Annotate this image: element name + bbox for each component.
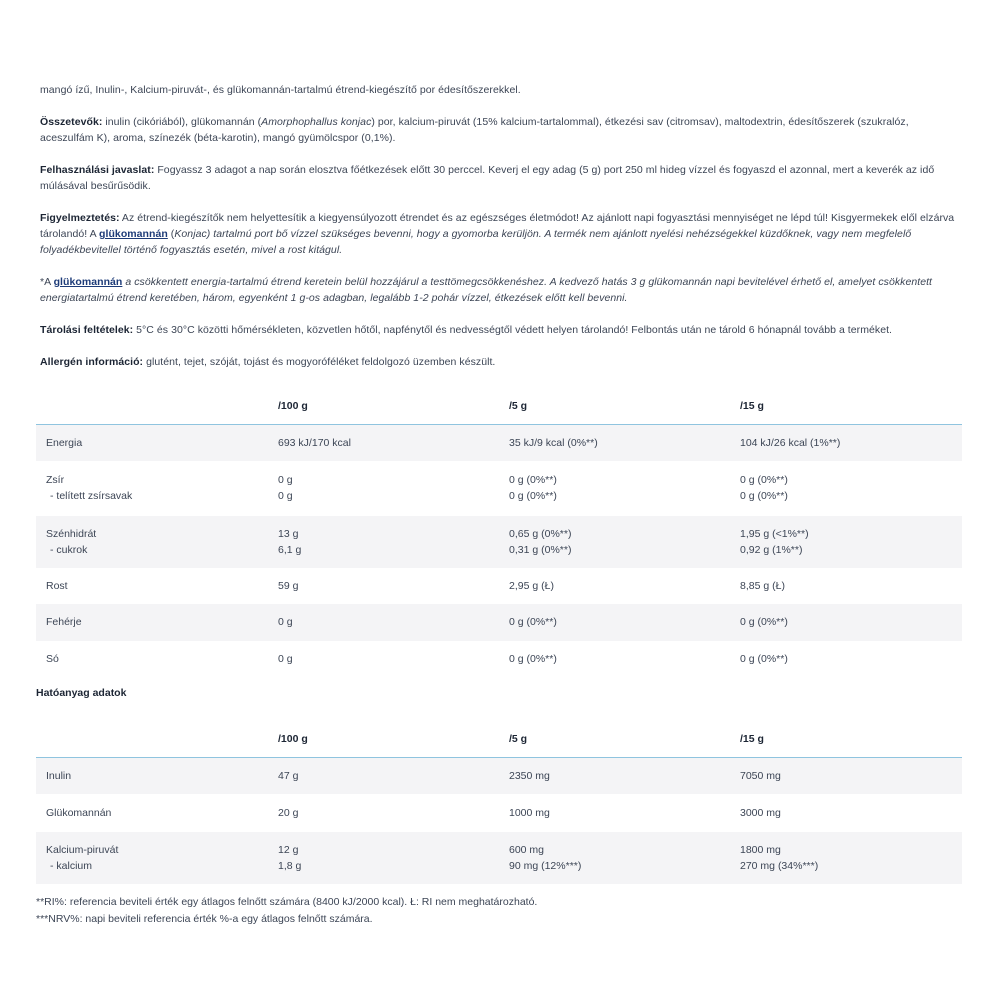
value-100g: 693 kJ/170 kcal (278, 436, 351, 449)
value-15g: 1,95 g (<1%**) (740, 527, 809, 540)
row-subname: - kalcium (50, 859, 93, 872)
value-15g-sub: 0,92 g (1%**) (740, 543, 803, 556)
value-100g: 59 g (278, 579, 299, 592)
ingredients-text-1: inulin (cikóriából), glükomannán ( (102, 116, 262, 128)
value-15g-sub: 270 mg (34%***) (740, 859, 819, 872)
storage-label: Tárolási feltételek: (40, 324, 134, 336)
table-row (36, 461, 962, 516)
row-name: Rost (46, 579, 68, 592)
value-5g: 0,65 g (0%**) (509, 527, 572, 540)
active-header-15g: /15 g (740, 733, 764, 745)
row-name-cell (36, 516, 278, 568)
value-15g: 0 g (0%**) (740, 616, 788, 628)
warnings-italic-1: Konjac (174, 228, 207, 240)
row-name: Só (46, 652, 59, 665)
value-100g: 47 g (278, 769, 299, 782)
usage-section (40, 162, 962, 194)
claim-section (40, 274, 962, 306)
footnote-nrv: ***NRV%: napi beviteli referencia érték %-a egy átlagos felnőtt számára. (36, 913, 373, 925)
storage-text: 5°C és 30°C közötti hőmérsékleten, közvetlen hőtől, napfénytől és nedvességtől védett helyen tárolandó! Felbontás után ne tárold 6 hónapnál tovább a terméket. (133, 324, 893, 336)
usage-label: Felhasználási javaslat: (40, 164, 155, 176)
table-row (36, 516, 962, 568)
claim-text: a csökkentett energia-tartalmú étrend keretein belül hozzájárul a testtömegcsökkenéshez. A kedvező hatás 3 g glükomannán napi bevitelével érhető el, amelyet csökkentett energiatartalmú étrend keretében, három, egyenként 1 g-os adagban, legalább 1-2 pohár vízzel, étkezések előtt kell bevenni. (40, 276, 933, 304)
value-15g-cell (740, 461, 962, 516)
value-15g-sub: 0 g (0%**) (740, 490, 788, 502)
table-row (36, 758, 962, 794)
value-15g-cell (740, 516, 962, 568)
value-100g-cell (278, 832, 509, 884)
row-subname: - cukrok (50, 543, 88, 556)
intro-text: mangó ízű, Inulin-, Kalcium-piruvát-, és glükomannán-tartalmú étrend-kiegészítő por édesítőszerekkel. (40, 84, 521, 96)
row-subname: - telített zsírsavak (50, 490, 133, 502)
value-5g: 0 g (0%**) (509, 616, 557, 628)
value-5g: 2350 mg (509, 769, 550, 782)
value-15g: 104 kJ/26 kcal (1%**) (740, 436, 841, 449)
allergen-section (40, 354, 962, 370)
row-name: Zsír (46, 474, 65, 486)
nutrition-header-15g: /15 g (740, 400, 764, 412)
value-5g-sub: 90 mg (12%***) (509, 859, 582, 872)
allergen-text: glutént, tejet, szóját, tojást és mogyoróféléket feldolgozó üzemben készült. (143, 356, 496, 368)
value-5g: 2,95 g (Ł) (509, 579, 554, 592)
claim-glucomannan-link[interactable]: glükomannán (53, 276, 123, 288)
value-15g: 3000 mg (740, 806, 781, 819)
nutrition-header-row (36, 388, 962, 425)
ingredients-label: Összetevők: (40, 116, 103, 128)
usage-text: Fogyassz 3 adagot a nap során elosztva főétkezések előtt 30 perccel. Keverj el egy adag (5 g) port 250 ml hideg vízzel és fogyaszd el azonnal, mert a keverék az idő múlásával besűrűsödik. (40, 164, 935, 192)
nutrition-header-100g: /100 g (278, 400, 308, 412)
value-5g-sub: 0,31 g (0%**) (509, 543, 572, 556)
value-5g: 600 mg (509, 843, 545, 856)
storage-section (40, 322, 962, 338)
value-15g: 0 g (0%**) (740, 474, 788, 486)
ingredients-text-2: ) por, kalcium-piruvát (15% kalcium-tartalommal), étkezési sav (citromsav), maltodextrin, édesítőszerek (szukralóz, aceszulfám K), aroma, színezék (béta-karotin), mangó gyümölcspor (0,1%). (40, 116, 909, 144)
value-100g: 0 g (278, 616, 293, 628)
value-5g-cell (509, 516, 740, 568)
value-100g: 0 g (278, 652, 293, 665)
table-row (36, 604, 962, 641)
value-100g: 12 g (278, 843, 299, 856)
warnings-italic-2: ) tartalmú port bő vízzel szükséges bevenni, hogy a gyomorba kerüljön. A termék nem ajánlott nyelési nehézségekkel küzdőknek, vagy nem megfelelő folyadékbevitellel történő fogyasztás esetén, mivel a rost kitágul. (40, 228, 912, 256)
value-15g: 7050 mg (740, 769, 781, 782)
value-100g: 20 g (278, 806, 299, 819)
product-description (40, 82, 962, 98)
value-100g: 0 g (278, 474, 293, 486)
table-row (36, 568, 962, 604)
row-name: Fehérje (46, 616, 82, 628)
value-5g-cell (509, 832, 740, 884)
active-header-5g: /5 g (509, 733, 528, 745)
footnote-ri: **RI%: referencia beviteli érték egy átlagos felnőtt számára (8400 kJ/2000 kcal). Ł: RI nem meghatározható. (36, 896, 538, 908)
value-100g-cell (278, 461, 509, 516)
value-15g: 1800 mg (740, 843, 781, 856)
value-100g-sub: 6,1 g (278, 543, 302, 556)
row-name-cell (36, 461, 278, 516)
allergen-label: Allergén információ: (40, 356, 144, 368)
row-name-cell (36, 832, 278, 884)
active-header-empty (36, 721, 278, 758)
active-ingredients-table (36, 721, 962, 884)
table-row (36, 794, 962, 832)
value-5g-sub: 0 g (0%**) (509, 490, 557, 502)
warnings-text-2: ( (167, 228, 175, 240)
value-5g: 0 g (0%**) (509, 474, 557, 486)
glucomannan-link[interactable]: glükomannán (99, 228, 168, 240)
warnings-section (40, 210, 962, 258)
value-100g: 13 g (278, 527, 299, 540)
active-header-row (36, 721, 962, 758)
row-name: Kalcium-piruvát (46, 843, 119, 856)
table-row (36, 832, 962, 884)
table-row (36, 641, 962, 677)
ingredients-section (40, 114, 962, 146)
value-15g-cell (740, 832, 962, 884)
table-row (36, 425, 962, 461)
value-100g-sub: 1,8 g (278, 859, 302, 872)
value-100g-sub: 0 g (278, 490, 293, 502)
value-15g: 8,85 g (Ł) (740, 579, 785, 592)
row-name: Glükomannán (46, 806, 112, 819)
warnings-label: Figyelmeztetés: (40, 212, 120, 224)
warnings-text-1: Az étrend-kiegészítők nem helyettesítik a kiegyensúlyozott étrendet és az egészséges életmódot! Az ajánlott napi fogyasztási mennyiséget ne lépd túl! Kisgyermekek elől elzárva tárolandó! A (40, 212, 955, 240)
ingredients-italic: Amorphophallus konjac (261, 116, 372, 128)
active-ingredients-title: Hatóanyag adatok (36, 687, 127, 699)
claim-prefix: *A (40, 276, 54, 288)
row-name: Inulin (46, 769, 72, 782)
value-5g: 1000 mg (509, 806, 550, 819)
value-5g-cell (509, 461, 740, 516)
value-5g: 0 g (0%**) (509, 652, 557, 665)
active-header-100g: /100 g (278, 733, 308, 745)
nutrition-table (36, 388, 962, 677)
nutrition-header-empty (36, 388, 278, 425)
nutrition-header-5g: /5 g (509, 400, 528, 412)
row-name: Szénhidrát (46, 527, 97, 540)
value-15g: 0 g (0%**) (740, 652, 788, 665)
value-5g: 35 kJ/9 kcal (0%**) (509, 436, 598, 449)
row-name: Energia (46, 436, 83, 449)
value-100g-cell (278, 516, 509, 568)
